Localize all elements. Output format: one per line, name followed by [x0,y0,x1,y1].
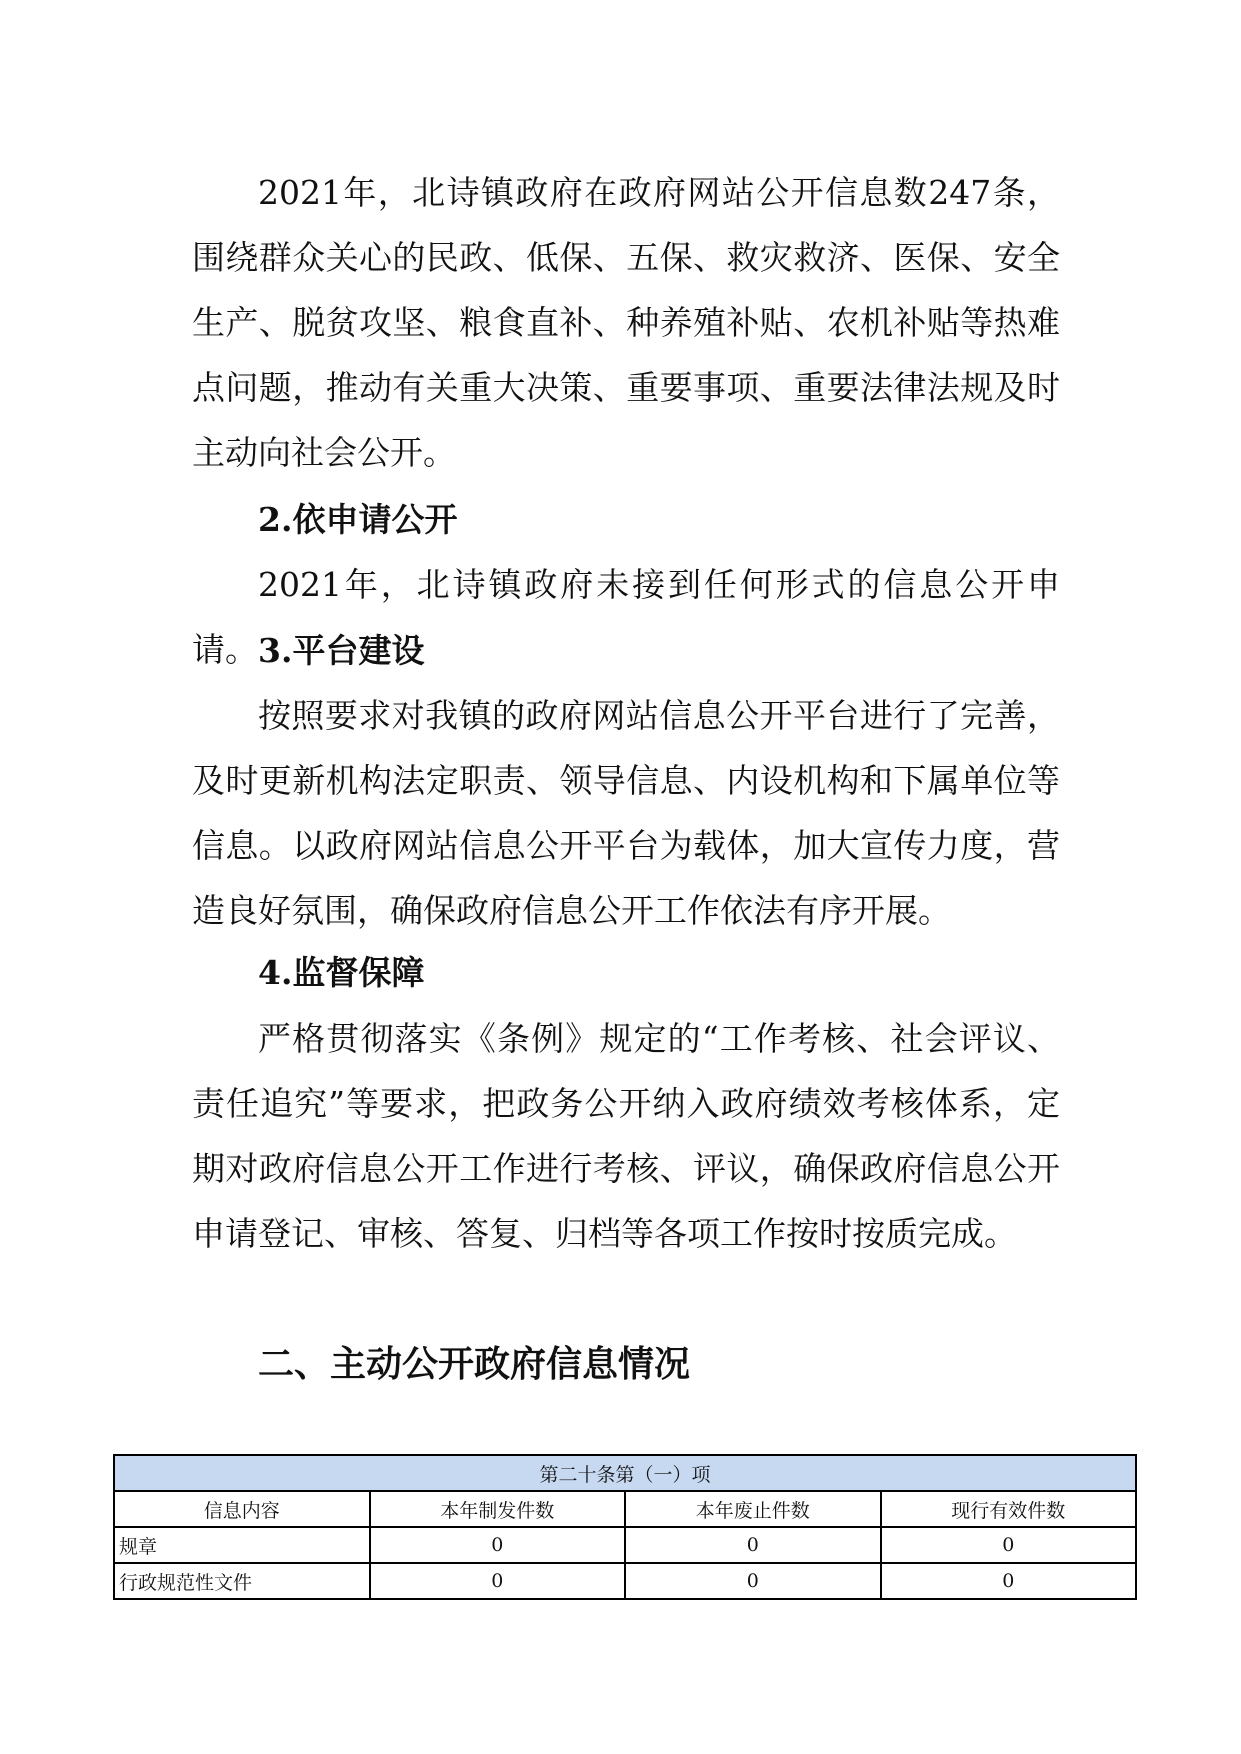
table-cell: 0 [625,1527,881,1563]
paragraph-supervision: 严格贯彻落实《条例》规定的“工作考核、社会评议、责任追究”等要求，把政务公开纳入政府绩效考核体系，定期对政府信息公开工作进行考核、评议，确保政府信息公开申请登记、审核、答复、归档等各项工作按时按质完成。 [192,1019,1060,1253]
column-header: 本年制发件数 [370,1491,626,1527]
table-header-row [114,1491,1136,1527]
paragraph-platform: 按照要求对我镇的政府网站信息公开平台进行了完善，及时更新机构法定职责、领导信息、内设机构和下属单位等信息。以政府网站信息公开平台为载体，加大宣传力度，营造良好氛围，确保政府信息公开工作依法有序开展。 [192,696,1060,930]
heading-application-disclosure: 2.依申请公开 [258,500,458,539]
table-row [114,1563,1136,1599]
column-header: 本年废止件数 [625,1491,881,1527]
column-header: 现行有效件数 [881,1491,1137,1527]
row-label: 规章 [114,1527,370,1563]
table-cell: 0 [370,1527,626,1563]
table-cell: 0 [881,1563,1137,1599]
heading-supervision: 4.监督保障 [258,953,425,992]
article-20-table [113,1454,1137,1600]
row-label: 行政规范性文件 [114,1563,370,1599]
table-cell: 0 [370,1563,626,1599]
table-row [114,1527,1136,1563]
paragraph-active-disclosure: 2021年，北诗镇政府在政府网站公开信息数247条，围绕群众关心的民政、低保、五保、救灾救济、医保、安全生产、脱贫攻坚、粮食直补、种养殖补贴、农机补贴等热难点问题，推动有关重大决策、重要事项、重要法律法规及时主动向社会公开。 [192,173,1060,472]
column-header: 信息内容 [114,1491,370,1527]
table-caption: 第二十条第（一）项 [114,1455,1136,1491]
section-heading: 二、主动公开政府信息情况 [258,1343,691,1385]
table-cell: 0 [881,1527,1137,1563]
heading-platform: 3.平台建设 [258,631,425,670]
paragraph-application: 2021年，北诗镇政府未接到任何形式的信息公开申请。 [192,565,1060,669]
table-cell: 0 [625,1563,881,1599]
